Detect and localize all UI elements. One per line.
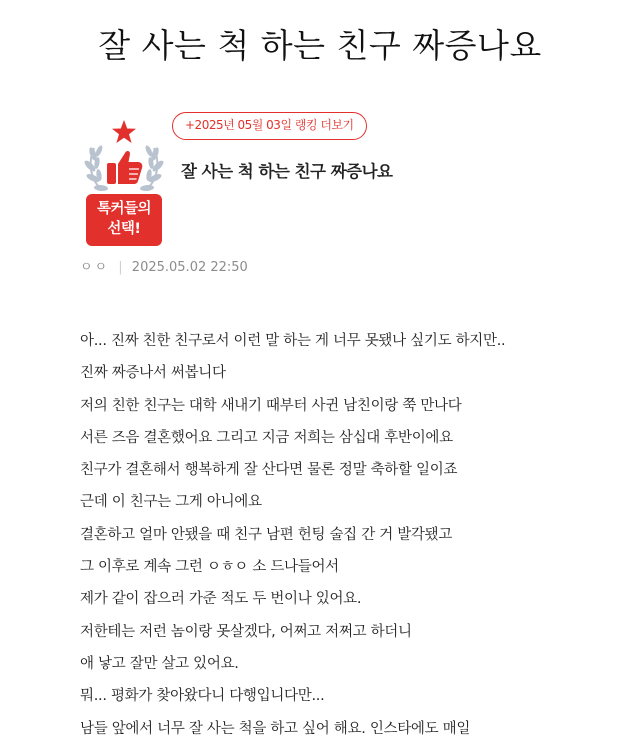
body-line: 남들 앞에서 너무 잘 사는 척을 하고 싶어 해요. 인스타에도 매일 (80, 720, 471, 737)
body-line: 결혼하고 얼마 안됐을 때 친구 남편 헌팅 술집 간 거 발각됐고 (80, 526, 453, 543)
page-headline: 잘 사는 척 하는 친구 짜증나요 (98, 26, 542, 65)
body-line: 제가 같이 잡으러 가준 적도 두 번이나 있어요. (80, 591, 362, 608)
body-line: 서른 즈음 결혼했어요 그리고 지금 저희는 삼십대 후반이에요 (80, 429, 453, 446)
post-date: 2025.05.02 22:50 (131, 260, 248, 275)
talkers-choice-badge (78, 118, 170, 248)
meta-separator: | (118, 260, 123, 275)
post-title: 잘 사는 척 하는 친구 짜증나요 (181, 162, 393, 181)
badge-label-line2: 선택! (107, 221, 141, 237)
star-icon (112, 120, 136, 143)
body-line: 뭐... 평화가 찾아왔다니 다행입니다만... (80, 688, 325, 705)
post-meta (80, 256, 248, 275)
body-line: 근데 이 친구는 그게 아니에요 (80, 494, 262, 511)
thumbs-up-icon (107, 151, 142, 184)
body-line: 애 낳고 잘만 살고 있어요. (80, 655, 239, 672)
badge-label (86, 194, 162, 246)
body-line: 그 이후로 계속 그런 ㅇㅎㅇ 소 드나들어서 (80, 559, 339, 576)
ranking-more-link[interactable]: +2025년 05월 03일 랭킹 더보기 (172, 112, 367, 140)
body-line: 저의 친한 친구는 대학 새내기 때부터 사귄 남친이랑 쭉 만나다 (80, 397, 462, 414)
badge-label-line1: 톡커들의 (96, 201, 152, 217)
author-name[interactable]: ㅇㅇ (80, 260, 110, 275)
post-body (80, 325, 620, 745)
body-line: 저한테는 저런 놈이랑 못살겠다, 어쩌고 저쩌고 하더니 (80, 623, 412, 640)
badge-emblem (78, 118, 170, 202)
body-line: 진짜 짜증나서 써봅니다 (80, 365, 226, 382)
body-line: 아... 진짜 친한 친구로서 이런 말 하는 게 너무 못됐나 싶기도 하지만.. (80, 333, 506, 349)
body-line: 친구가 결혼해서 행복하게 잘 산다면 물론 정말 축하할 일이죠 (80, 462, 458, 479)
